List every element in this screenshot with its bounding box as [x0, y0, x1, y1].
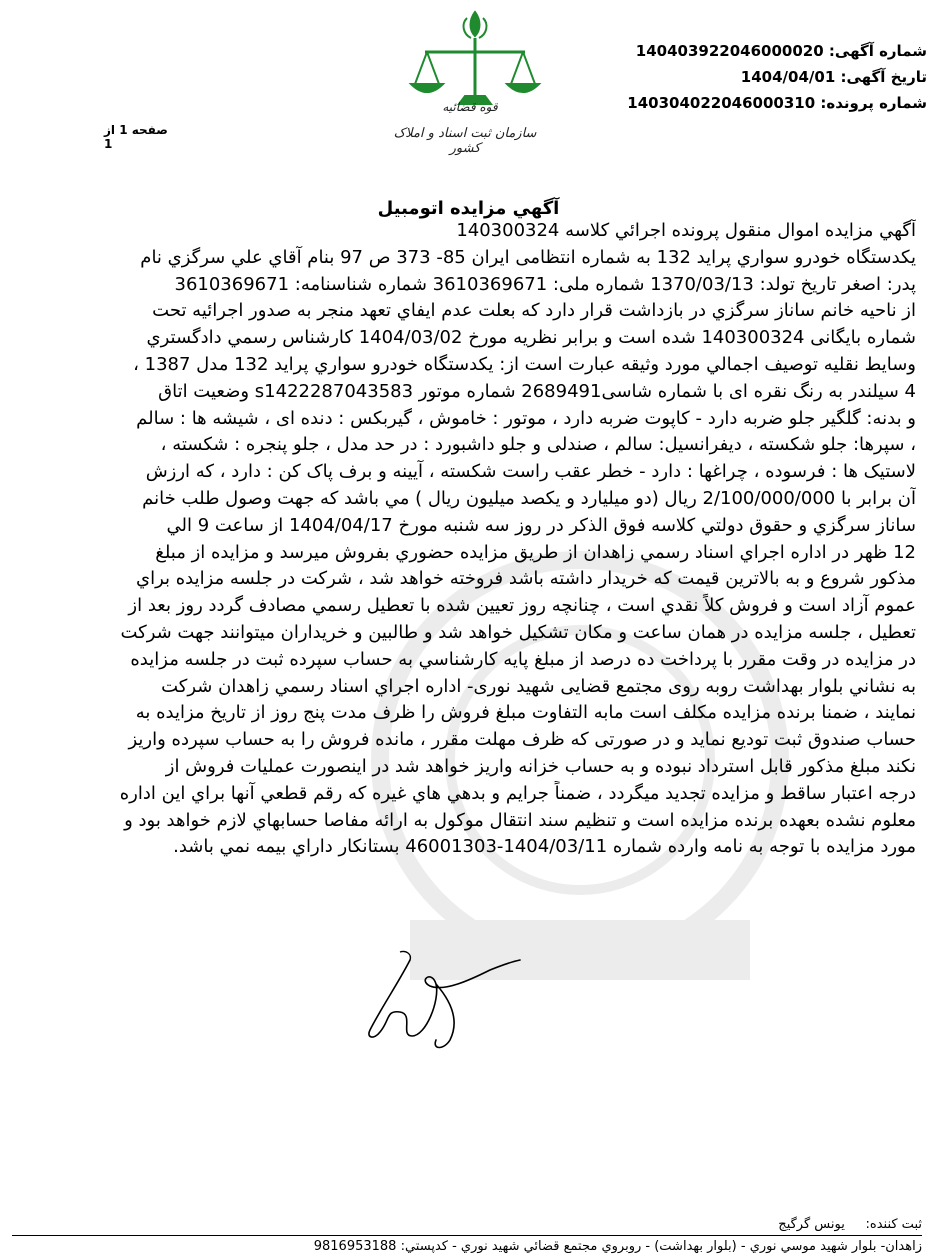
- notice-body-line: آگهي مزايده اموال منقول پرونده اجرائي كلاسه 140300324: [456, 220, 916, 241]
- ad-date-label: تاریخ آگهی:: [840, 68, 927, 86]
- notice-body-line: يكدستگاه خودرو سواري پرايد 132 به شماره انتظامی ایران 85- 373 ص 97 بنام آقاي علي سرگزي نام: [140, 246, 916, 268]
- file-number-row: [597, 90, 927, 116]
- notice-body-line: و بدنه: گلگیر جلو ضربه دارد - کاپوت ضربه دارد ، موتور : خاموش ، گیربکس : دنده ای ، شیشه ها : سالم: [136, 407, 916, 429]
- notice-body-line: مذكور شروع و به بالاترين قيمت كه خريدار داشته باشد فروخته خواهد شد ، شركت در جلسه مزايده براي: [135, 568, 916, 590]
- notice-body-line: از ناحيه خانم ساناز سرگزي در بازداشت قرار دارد كه بعلت عدم ايفاي تعهد منجر به صدور اجرائيه تحت: [152, 300, 916, 322]
- notice-body-line: تعطيل ، جلسه مزايده در همان ساعت و مكان تشكيل خواهد شد و طالبين و خريداران ميتوانند جهت شركت: [120, 621, 916, 643]
- registrar-name: یونس گرگیج: [778, 1217, 845, 1232]
- notice-body-line: نمايند ، ضمنا برنده مزايده مكلف است مابه التفاوت مبلغ فروش را ظرف مدت پنج روز از تاريخ مزايده به: [135, 702, 916, 724]
- footer-address: زاهدان- بلوار شهيد موسي نوري - (بلوار بهداشت) - روبروي مجتمع قضائي شهيد نوري - كدپستي: 9816953188: [313, 1239, 922, 1254]
- notice-body-line: عموم آزاد است و فروش كلاً نقدي است ، چنانچه روز تعيين شده با تعطيل رسمي مصادف گردد روز بعد از: [128, 595, 916, 617]
- notice-title: آگهي مزايده اتومبيل: [377, 198, 560, 219]
- notice-body-line: پدر: اصغر تاریخ تولد: 1370/03/13 شماره ملی: 3610369671 شماره شناسنامه: 3610369671: [174, 273, 916, 295]
- notice-meta: [597, 38, 927, 116]
- notice-body-line: به نشاني بلوار بهداشت روبه روی مجتمع قضایی شهید نوری- اداره اجراي اسناد رسمي زاهدان شركت: [161, 675, 916, 697]
- notice-body-line: ، سپرها: جلو شکسته ، دیفرانسیل: سالم ، صندلی و جلو داشبورد : در حد مدل ، جلو پنجره : شکسته ،: [160, 434, 916, 456]
- emblem-caption-judiciary: قوه قضائیه: [442, 100, 498, 114]
- notice-body-line: لاستیک ها : فرسوده ، چراغها : دارد - خطر عقب راست شکسته ، آیینه و برف پاک کن : دارد ، كه ارزش: [145, 461, 916, 483]
- file-number-label: شماره پرونده:: [820, 94, 927, 112]
- notice-body-line: معلوم نشده بعهده برنده مزايده است و تنظيم سند انتقال موكول به ارائه مفاصا حسابهاي لازم خواهد بود و: [124, 809, 916, 831]
- notice-body-line: آن برابر با 2/100/000/000 ریال (دو میلیارد و یکصد میلیون ریال ) مي باشد كه جهت وصول طلب خانم: [142, 487, 916, 509]
- notice-body-line: وسايط نقليه توصيف اجمالي مورد وثيقه عبارت است از: يكدستگاه خودرو سواري پرايد 132 مدل 1387 ،: [133, 353, 916, 375]
- ad-number-value: 14040392204600002​0: [635, 42, 824, 60]
- handwritten-signature: [340, 940, 530, 1060]
- ad-number-label: شماره آگهی:: [828, 42, 927, 60]
- ad-date-value: 1404/04/01: [740, 68, 836, 86]
- notice-body-line: حساب صندوق ثبت توديع نمايد و در صورتی كه ظرف مهلت مقرر ، مانده فروش را به حساب سپرده واريز: [128, 729, 916, 751]
- notice-body-line: 12 ظهر در اداره اجراي اسناد رسمي زاهدان از طريق مزايده حضوري بفروش ميرسد و مزايده از مبلغ: [155, 541, 916, 563]
- ad-date-row: [597, 64, 927, 90]
- file-number-value: 14030402204600031​0: [627, 94, 816, 112]
- notice-footer: [12, 1215, 922, 1258]
- notice-body-line: نكند مبلغ مذكور قابل استرداد نبوده و به حساب خزانه واريز خواهد شد در اينصورت عمليات فروش از: [165, 755, 916, 777]
- notice-body-line: ساناز سرگزي و حقوق دولتي كلاسه فوق الذكر در روز سه شنبه مورخ 1404/04/17 از ساعت 9 الي: [166, 514, 916, 536]
- notice-body: [20, 218, 916, 861]
- notice-body-line: درجه اعتبار ساقط و مزايده تجديد ميگردد ، ضمناً جرايم و بدهي هاي غيره كه رقم قطعي آنها براي اين اداره: [119, 782, 916, 804]
- registrar-row: [12, 1215, 922, 1235]
- page-number: صفحه 1 از 1: [104, 123, 168, 151]
- emblem-caption-registry-org: سازمان ثبت اسناد و املاک کشور: [393, 126, 537, 156]
- notice-body-line: شماره بایگانی 140300324 شده است و برابر نظريه مورخ 1404/03/02 كارشناس رسمي دادگستري: [146, 327, 916, 349]
- registrar-label: ثبت کننده:: [865, 1217, 922, 1232]
- notice-body-line: در مزايده در وقت مقرر با پرداخت ده درصد از مبلغ پايه كارشناسي به حساب سپرده ثبت در جلسه مزايده: [130, 648, 916, 670]
- ad-number-row: [597, 38, 927, 64]
- notice-body-line: 4 سیلندر به رنگ نقره ای با شماره شاسی2689491 شماره موتور s1422287043583 وضعیت اتاق: [158, 380, 916, 402]
- notice-body-line: مورد مزايده با توجه به نامه وارده شماره 1404/03/11-46001303 بستانكار داراي بيمه نمي باشد.: [173, 836, 916, 858]
